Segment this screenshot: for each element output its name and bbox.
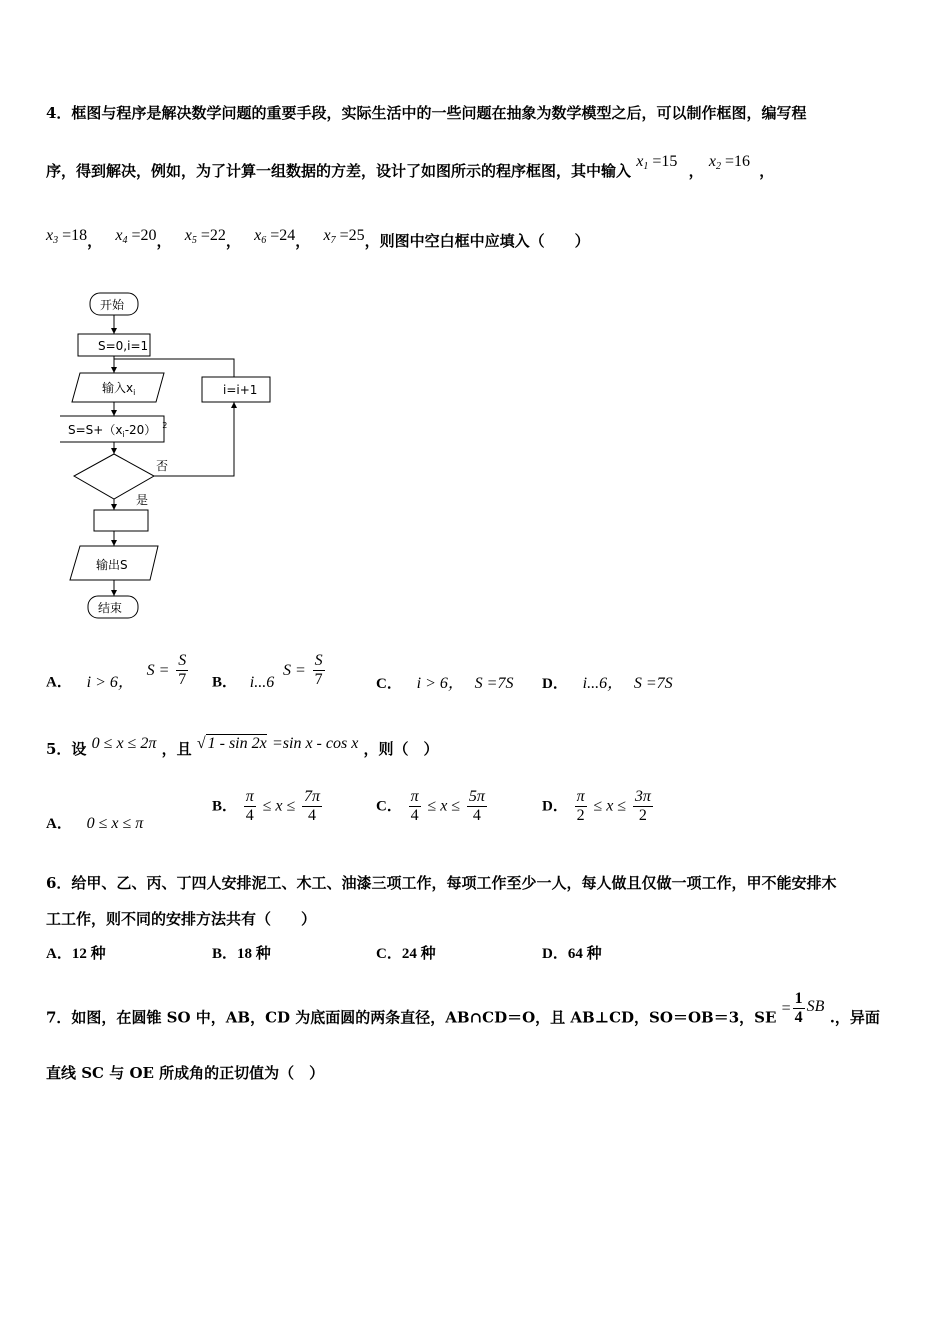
q4-x2: x2 <box>708 153 721 172</box>
flow-no-label: 否 <box>156 459 169 473</box>
q5-rhs: =sin x - cos x <box>271 735 359 752</box>
flow-yes-label: 是 <box>136 493 149 507</box>
q6-line1: 6．给甲、乙、丙、丁四人安排泥工、木工、油漆三项工作，每项工作至少一人，每人做且仅做一项工作，甲不能安排木 <box>46 874 837 892</box>
q5-line <box>46 735 439 759</box>
flow-blank-box <box>94 510 148 531</box>
q5-option-a: A． 0 ≤ x ≤ π <box>46 815 144 832</box>
q6-option-c: C．24 种 <box>376 946 436 962</box>
q6-option-a: A．12 种 <box>46 946 106 962</box>
flow-input-label: 输入$x_i$ <box>102 381 136 397</box>
q5-mid: ，且 <box>161 740 192 758</box>
q4-line1: 4．框图与程序是解决数学问题的重要手段，实际生活中的一些问题在抽象为数学模型之后，可以制作框图，编写程 <box>46 104 807 122</box>
q4-line2: 序，得到解决，例如，为了计算一组数据的方差，设计了如图所示的程序框图，其中输入 x1 =15 ， x2 =16 ， <box>46 153 775 180</box>
q4-x6-value: 24 <box>279 227 296 244</box>
q6-line2: 工工作，则不同的安排方法共有（ ） <box>46 910 317 928</box>
q4-option-a: A． i > 6， S = $\frac{S}{7}$ <box>46 652 187 691</box>
q4-option-b: B． i...6 S = $\frac{S}{7}$ <box>212 652 323 691</box>
q4-tail: ，则图中空白框中应填入（ ） <box>364 232 590 250</box>
q4-line3: x3 =18， x4 =20， x5 =22， x6 =24， x7 =25，则图中空白框中应填入（ ） <box>46 227 590 250</box>
q6-option-b: B．18 种 <box>212 946 271 962</box>
q5-sqrt: √ 1 - sin 2x <box>196 735 267 752</box>
q7-line1: 7．如图，在圆锥 SO 中，AB，CD 为底面圆的两条直径，AB∩CD＝O，且 AB⊥CD，SO＝OB＝3，SE = $\frac{1}{4}$ SB .，异面 <box>46 990 880 1027</box>
q7-line1-tail: .，异面 <box>829 1008 880 1027</box>
flow-update-label: $S=S+(x_i-20)$ $^2$ <box>68 421 168 439</box>
flowchart <box>60 288 290 628</box>
q4-x7-value: 25 <box>348 227 365 244</box>
q4-x1-value: 15 <box>661 153 678 170</box>
q6-option-d: D．64 种 <box>542 946 602 962</box>
q4-x1: x1 <box>636 153 649 172</box>
q5-prefix: 5．设 <box>46 740 87 758</box>
q4-x4-value: 20 <box>140 227 157 244</box>
flow-start-label: 开始 <box>100 298 125 312</box>
q4-x5-value: 22 <box>209 227 226 244</box>
q7-line1-text: 7．如图，在圆锥 SO 中，AB，CD 为底面圆的两条直径，AB∩CD＝O，且 AB⊥CD，SO＝OB＝3，SE <box>46 1008 777 1027</box>
flow-end-label: 结束 <box>98 601 123 615</box>
q5-option-c: C． $\frac{\pi}{4}$ ≤ x ≤ $\frac{5\pi}{4}$ <box>376 788 485 824</box>
flow-init-label: S=0,i=1 <box>98 339 149 353</box>
q4-x2-value: 16 <box>734 153 751 170</box>
q5-tail: ，则（ ） <box>363 740 439 758</box>
q4-x3-value: 18 <box>71 227 88 244</box>
q7-fraction: $\frac{1}{4}$ <box>794 990 803 1026</box>
flow-increment-label: i=i+1 <box>223 383 258 397</box>
q4-option-c: C． i > 6， S =7S <box>376 675 514 692</box>
q5-range: 0 ≤ x ≤ 2π <box>91 735 157 752</box>
q7-line2: 直线 SC 与 OE 所成角的正切值为（ ） <box>46 1064 325 1082</box>
q5-option-d: D． $\frac{\pi}{2}$ ≤ x ≤ $\frac{3\pi}{2}$ <box>542 788 651 824</box>
q4-option-d: D． i...6， S =7S <box>542 675 673 692</box>
q4-line2-text: 序，得到解决，例如，为了计算一组数据的方差，设计了如图所示的程序框图，其中输入 <box>46 162 632 180</box>
flow-output-label: 输出S <box>96 558 128 572</box>
q5-option-b: B． $\frac{\pi}{4}$ ≤ x ≤ $\frac{7\pi}{4}$ <box>212 788 321 824</box>
